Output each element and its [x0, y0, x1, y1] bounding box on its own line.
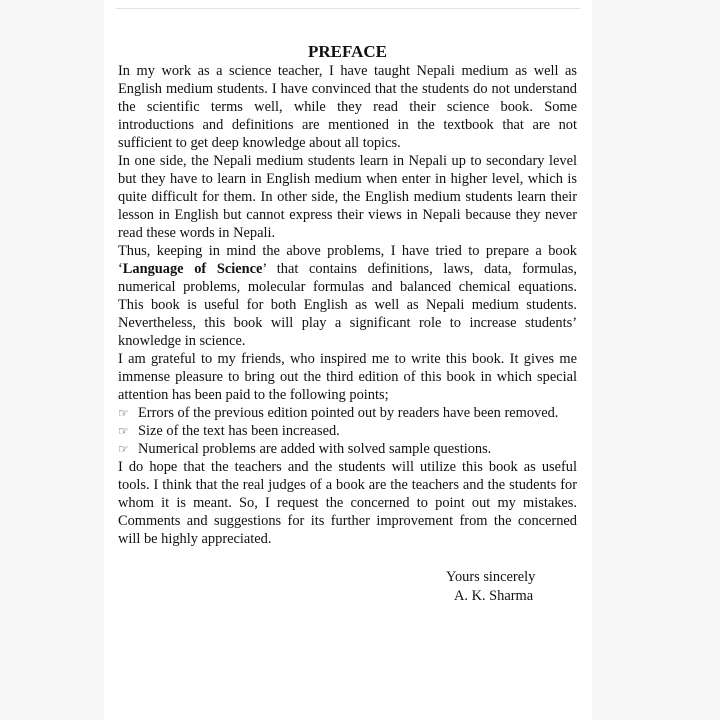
- list-item-text: Size of the text has been increased.: [138, 423, 340, 439]
- paragraph-2: In one side, the Nepali medium students learn in Nepali up to secondary level but they have to learn in English medium when enter in higher level, which is quite difficult for them. In other side, the English medium students learn their lesson in English but cannot express their views in Nepali because they never read these words in Nepali.: [118, 153, 577, 241]
- list-item-text: Errors of the previous edition pointed out by readers have been removed.: [138, 405, 559, 421]
- pointing-hand-icon: ☞: [118, 424, 129, 438]
- author-name: A. K. Sharma: [454, 588, 534, 604]
- right-margin-background: [592, 0, 720, 720]
- paragraph-3-end: ’ that contains definitions, laws, data, formulas, numerical problems, molecular formulas and balanced chemical equations. This book is useful for both English as well as Nepali medium students. Nevertheless, this book will play a significant role to increase students’ knowledge in science.: [118, 261, 577, 349]
- paragraph-4: I am grateful to my friends, who inspired me to write this book. It gives me immense pleasure to bring out the third edition of this book in which special attention has been paid to the following points;: [118, 351, 577, 403]
- list-item: [118, 422, 577, 440]
- paragraph-3: [118, 242, 577, 350]
- closing-text: Yours sincerely: [446, 569, 536, 585]
- page-title: PREFACE: [307, 42, 387, 61]
- left-margin-background: [0, 0, 104, 720]
- signoff-block: [118, 568, 577, 606]
- list-item: [118, 440, 577, 458]
- paragraph-5: I do hope that the teachers and the students will utilize this book as useful tools. I think that the real judges of a book are the teachers and the students for whom it is meant. So, I request the concerned to point out my mistakes. Comments and suggestions for its further improvement from the concerned will be highly appreciated.: [118, 459, 577, 547]
- book-title-bold: Language of Science: [122, 261, 263, 277]
- preface-content: [118, 42, 577, 606]
- pointing-hand-icon: ☞: [118, 442, 129, 456]
- list-item-text: Numerical problems are added with solved sample questions.: [138, 441, 492, 457]
- improvement-list: [118, 404, 577, 458]
- top-divider: [116, 8, 580, 9]
- paragraph-1: In my work as a science teacher, I have taught Nepali medium as well as English medium students. I have convinced that the students do not understand the scientific terms well, while they read their science book. Some introductions and definitions are mentioned in the textbook that are not sufficient to get deep knowledge about all topics.: [118, 63, 577, 151]
- pointing-hand-icon: ☞: [118, 406, 129, 420]
- list-item: [118, 404, 577, 422]
- paragraph-3-start: Thus, keeping in mind the above problems, I have tried to prepare a book ‘: [118, 243, 577, 277]
- document-page: [104, 0, 592, 720]
